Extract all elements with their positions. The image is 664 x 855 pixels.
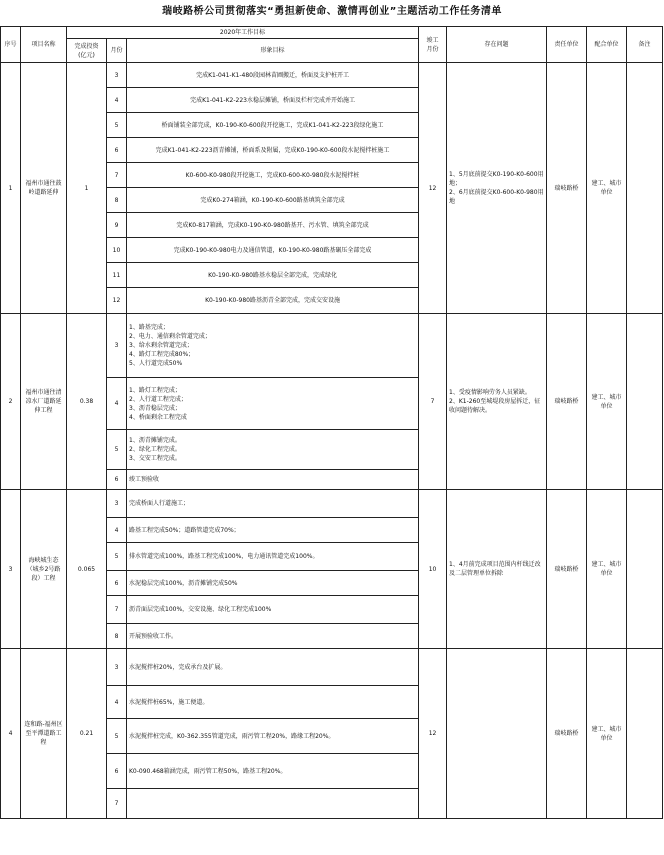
month-cell: 11 <box>107 263 127 288</box>
seq-cell: 4 <box>1 649 21 819</box>
month-cell: 5 <box>107 543 127 571</box>
cooperate-cell: 建工、城市单位 <box>587 63 627 314</box>
month-cell: 4 <box>107 686 127 719</box>
month-cell: 8 <box>107 188 127 213</box>
issues-cell: 1、4月前完成项目范围内杆线迁改及二层管理单位拆除 <box>447 490 547 649</box>
header-plan-group: 2020年工作目标 <box>67 27 419 39</box>
progress-cell: K0-190-K0-980路基沥青全部完成，完成交安设施 <box>127 288 419 314</box>
progress-cell: K0-600-K0-980段开挖施工，完成K0-600-K0-980段水泥搅拌桩 <box>127 163 419 188</box>
issues-cell: 1、受疫情影响劳务人员紧缺。 2、K1-260至城堤段房屋拆迁，征收问题待解决。 <box>447 314 547 490</box>
remarks-cell <box>627 314 663 490</box>
progress-cell: 完成K0-274箱涵，K0-190-K0-600路基填筑全部完成 <box>127 188 419 213</box>
month-cell: 8 <box>107 624 127 649</box>
project-name-cell: 福州市通往清凉水厂道路延伸工程 <box>21 314 67 490</box>
month-cell: 7 <box>107 596 127 624</box>
remarks-cell <box>627 63 663 314</box>
completion-cell: 12 <box>419 649 447 819</box>
month-cell: 7 <box>107 789 127 819</box>
cooperate-cell: 建工、城市单位 <box>587 490 627 649</box>
header-cooperate: 配合单位 <box>587 27 627 63</box>
month-cell: 6 <box>107 571 127 596</box>
progress-cell <box>127 789 419 819</box>
invest-cell: 0.21 <box>67 649 107 819</box>
progress-cell: 完成K1-041-K2-223水稳层摊铺，桥面及栏杆完成并开始施工 <box>127 88 419 113</box>
table-row <box>1 649 663 686</box>
table-row <box>1 490 663 518</box>
completion-cell: 12 <box>419 63 447 314</box>
header-invest: 完成投资 (亿元) <box>67 39 107 63</box>
progress-cell: 完成K1-041-K2-223沥青摊铺，桥面系及附属，完成K0-190-K0-600段水泥搅拌桩施工 <box>127 138 419 163</box>
cooperate-cell: 建工、城市单位 <box>587 314 627 490</box>
remarks-cell <box>627 490 663 649</box>
month-cell: 5 <box>107 113 127 138</box>
month-cell: 6 <box>107 138 127 163</box>
progress-cell: 水泥搅拌桩完成，K0-362.355管道完成，雨污管工程20%，路缘工程20%。 <box>127 719 419 754</box>
progress-cell: 排水管道完成100%，路基工程完成100%，电力通讯管道完成100%。 <box>127 543 419 571</box>
header-responsible: 责任单位 <box>547 27 587 63</box>
table-row <box>1 314 663 378</box>
month-cell: 6 <box>107 470 127 490</box>
month-cell: 12 <box>107 288 127 314</box>
progress-cell: 1、路灯工程完成； 2、人行道工程完成； 3、沥青稳层完成； 4、桥面剩余工程完成 <box>127 378 419 430</box>
header-progress: 形象目标 <box>127 39 419 63</box>
progress-cell: 沥青面层完成100%，交安设施、绿化工程完成100% <box>127 596 419 624</box>
header-project: 项目名称 <box>21 27 67 63</box>
issues-cell: 1、5月底前提交K0-190-K0-600用地； 2、6月底前提交K0-600-K0-980用地 <box>447 63 547 314</box>
responsible-cell: 瑞岐路桥 <box>547 314 587 490</box>
header-completion: 竣工 月份 <box>419 27 447 63</box>
progress-cell: 完成K1-041-K1-480段园林苗圃搬迁，桥面及支护桩开工 <box>127 63 419 88</box>
progress-cell: 桥面铺装全部完成，K0-190-K0-600段开挖施工，完成K1-041-K2-223段绿化施工 <box>127 113 419 138</box>
progress-cell: 完成K0-190-K0-980电力及通信管道，K0-190-K0-980路基碾压全部完成 <box>127 238 419 263</box>
month-cell: 3 <box>107 490 127 518</box>
progress-cell: 水泥搅拌桩65%，施工便道。 <box>127 686 419 719</box>
month-cell: 9 <box>107 213 127 238</box>
progress-cell: K0-090.468箱涵完成，雨污管工程50%，路基工程20%。 <box>127 754 419 789</box>
responsible-cell: 瑞岐路桥 <box>547 63 587 314</box>
progress-cell: K0-190-K0-980路基水稳层全部完成，完成绿化 <box>127 263 419 288</box>
table-row <box>1 63 663 88</box>
month-cell: 5 <box>107 719 127 754</box>
progress-cell: 开展预验收工作。 <box>127 624 419 649</box>
progress-cell: 完成K0-817箱涵，完成K0-190-K0-980路基开、污水管、填筑全部完成 <box>127 213 419 238</box>
completion-cell: 7 <box>419 314 447 490</box>
header-seq: 序号 <box>1 27 21 63</box>
month-cell: 3 <box>107 649 127 686</box>
progress-cell: 1、沥青摊铺完成。 2、绿化工程完成。 3、交安工程完成。 <box>127 430 419 470</box>
seq-cell: 1 <box>1 63 21 314</box>
month-cell: 4 <box>107 378 127 430</box>
completion-cell: 10 <box>419 490 447 649</box>
progress-cell: 水泥稳层完成100%，沥青摊铺完成50% <box>127 571 419 596</box>
cooperate-cell: 建工、城市单位 <box>587 649 627 819</box>
project-name-cell: 福州市通往鼓岭道路延伸 <box>21 63 67 314</box>
responsible-cell: 瑞岐路桥 <box>547 490 587 649</box>
invest-cell: 0.065 <box>67 490 107 649</box>
progress-cell: 1、路基完成； 2、电力、通信剩余管道完成； 3、给水剩余管道完成； 4、路灯工程完成80%； 5、人行道完成50% <box>127 314 419 378</box>
month-cell: 5 <box>107 430 127 470</box>
month-cell: 4 <box>107 518 127 543</box>
month-cell: 4 <box>107 88 127 113</box>
remarks-cell <box>627 649 663 819</box>
page-title: 瑞岐路桥公司贯彻落实“勇担新使命、激情再创业”主题活动工作任务清单 <box>162 6 502 17</box>
responsible-cell: 瑞岐路桥 <box>547 649 587 819</box>
month-cell: 3 <box>107 314 127 378</box>
month-cell: 3 <box>107 63 127 88</box>
header-month: 月份 <box>107 39 127 63</box>
progress-cell: 完成桥面人行道施工； <box>127 490 419 518</box>
seq-cell: 3 <box>1 490 21 649</box>
project-name-cell: 连和路-福州区至平潭道路工程 <box>21 649 67 819</box>
header-issues: 存在问题 <box>447 27 547 63</box>
seq-cell: 2 <box>1 314 21 490</box>
progress-cell: 竣工预验收 <box>127 470 419 490</box>
invest-cell: 0.38 <box>67 314 107 490</box>
header-remarks: 备注 <box>627 27 663 63</box>
project-name-cell: 海峡城生态（城乡2号路段）工程 <box>21 490 67 649</box>
month-cell: 10 <box>107 238 127 263</box>
progress-cell: 路基工程完成50%；道路管道完成70%； <box>127 518 419 543</box>
progress-cell: 水泥搅拌桩20%，完成承台及扩展。 <box>127 649 419 686</box>
month-cell: 6 <box>107 754 127 789</box>
invest-cell: 1 <box>67 63 107 314</box>
task-table <box>0 26 663 819</box>
month-cell: 7 <box>107 163 127 188</box>
issues-cell <box>447 649 547 819</box>
